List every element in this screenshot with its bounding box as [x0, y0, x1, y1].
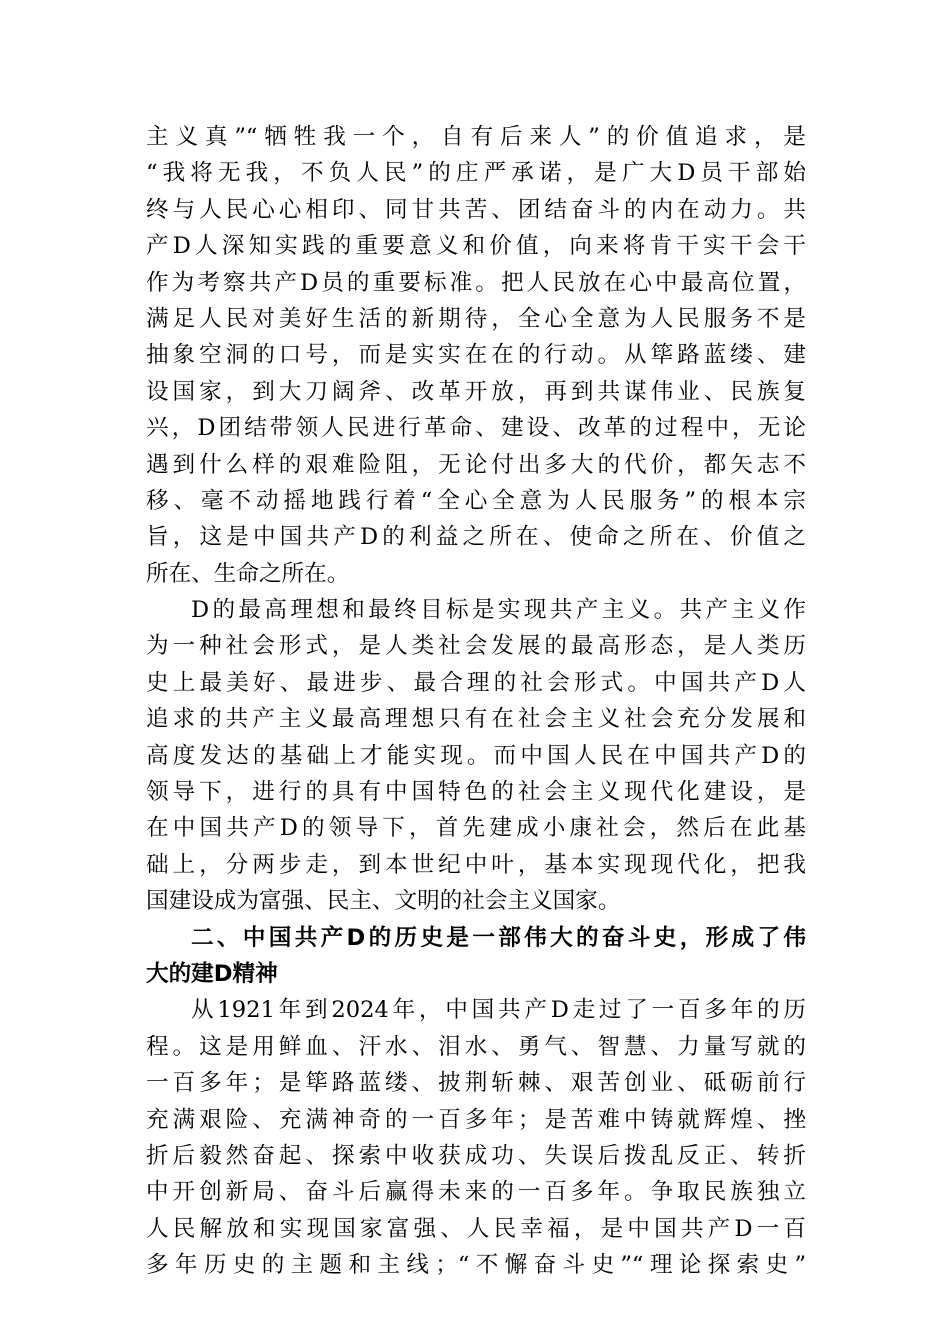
paragraph-line: 础上，分两步走，到本世纪中叶，基本实现现代化，把我 — [146, 851, 806, 878]
paragraph-line: 满足人民对美好生活的新期待，全心全意为人民服务不是 — [146, 305, 806, 332]
heading-line: 大的建D精神 — [146, 960, 278, 987]
paragraph-line: 一百多年；是筚路蓝缕、披荆斩棘、艰苦创业、砥砺前行 — [146, 1070, 806, 1097]
paragraph-line: 作为考察共产D员的重要标准。把人民放在心中最高位置， — [146, 269, 806, 296]
paragraph-line: D的最高理想和最终目标是实现共产主义。共产主义作 — [191, 597, 806, 624]
paragraph-line: 史上最美好、最进步、最合理的社会形式。中国共产D人 — [146, 669, 806, 696]
paragraph-line: 充满艰险、充满神奇的一百多年；是苦难中铸就辉煌、挫 — [146, 1106, 806, 1133]
paragraph-line: 所在、生命之所在。 — [146, 560, 350, 587]
paragraph-line: “我将无我，不负人民”的庄严承诺，是广大D员干部始 — [146, 160, 806, 187]
body-paragraph — [146, 992, 806, 1283]
paragraph-line: 高度发达的基础上才能实现。而中国人民在中国共产D的 — [146, 742, 806, 769]
document-body — [146, 119, 806, 1284]
body-paragraph — [146, 119, 806, 592]
heading-line: 二、中国共产D的历史是一部伟大的奋斗史，形成了伟 — [191, 924, 806, 951]
paragraph-line: 中开创新局、奋斗后赢得未来的一百多年。争取民族独立 — [146, 1179, 806, 1206]
paragraph-line: 领导下，进行的具有中国特色的社会主义现代化建设，是 — [146, 779, 806, 806]
paragraph-line: 终与人民心心相印、同甘共苦、团结奋斗的内在动力。共 — [146, 196, 806, 223]
body-paragraph — [146, 592, 806, 920]
paragraph-line: 在中国共产D的领导下，首先建成小康社会，然后在此基 — [146, 815, 806, 842]
paragraph-line: 遇到什么样的艰难险阻，无论付出多大的代价，都矢志不 — [146, 451, 806, 478]
paragraph-line: 追求的共产主义最高理想只有在社会主义社会充分发展和 — [146, 706, 806, 733]
paragraph-line: 设国家，到大刀阔斧、改革开放，再到共谋伟业、民族复 — [146, 378, 806, 405]
paragraph-line: 为一种社会形式，是人类社会发展的最高形态，是人类历 — [146, 633, 806, 660]
paragraph-line: 折后毅然奋起、探索中收获成功、失误后拨乱反正、转折 — [146, 1142, 806, 1169]
paragraph-line: 兴，D团结带领人民进行革命、建设、改革的过程中，无论 — [146, 415, 806, 442]
section-heading — [146, 920, 806, 993]
paragraph-line: 抽象空洞的口号，而是实实在在的行动。从筚路蓝缕、建 — [146, 342, 806, 369]
paragraph-line: 产D人深知实践的重要意义和价值，向来将肯干实干会干 — [146, 233, 806, 260]
paragraph-line: 程。这是用鲜血、汗水、泪水、勇气、智慧、力量写就的 — [146, 1033, 806, 1060]
paragraph-line: 多年历史的主题和主线；“不懈奋斗史”“理论探索史” — [146, 1252, 806, 1279]
paragraph-line: 人民解放和实现国家富强、人民幸福，是中国共产D一百 — [146, 1215, 806, 1242]
paragraph-line: 国建设成为富强、民主、文明的社会主义国家。 — [146, 888, 621, 915]
paragraph-line: 移、毫不动摇地践行着“全心全意为人民服务”的根本宗 — [146, 487, 806, 514]
paragraph-line: 旨，这是中国共产D的利益之所在、使命之所在、价值之 — [146, 524, 806, 551]
paragraph-line: 主义真”“牺牲我一个，自有后来人”的价值追求，是 — [146, 124, 806, 150]
paragraph-line: 从1921年到2024年，中国共产D走过了一百多年的历 — [191, 997, 806, 1024]
